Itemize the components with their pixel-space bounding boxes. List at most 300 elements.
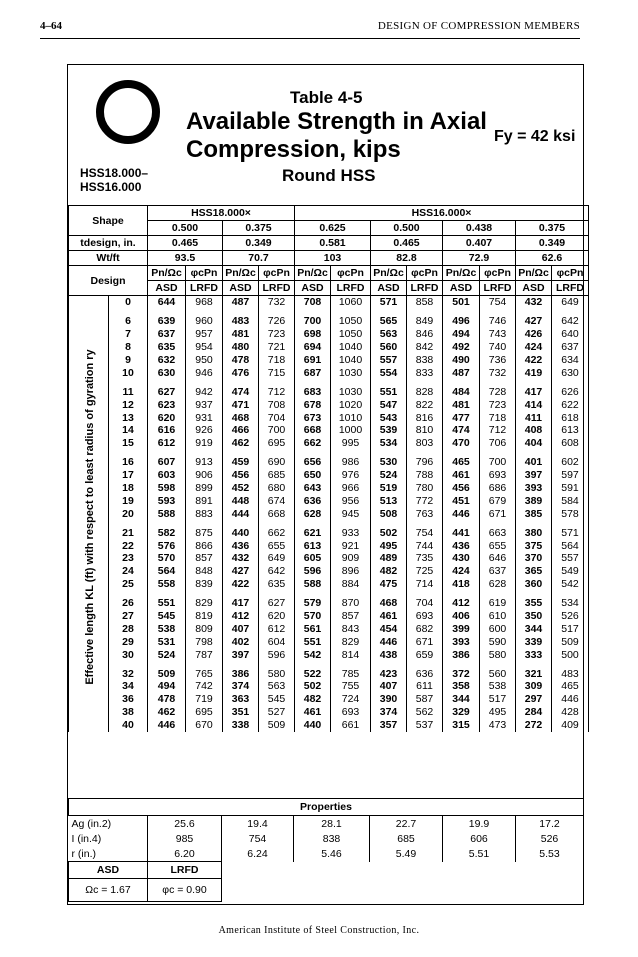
lrfd-value: 693 bbox=[331, 706, 371, 719]
kl-value: 23 bbox=[109, 552, 148, 565]
lrfd-value: 708 bbox=[259, 398, 295, 411]
lrfd-value: 755 bbox=[331, 680, 371, 693]
lrfd-value: 671 bbox=[407, 635, 443, 648]
asd-value: 438 bbox=[371, 648, 407, 661]
lrfd-value: 517 bbox=[552, 622, 589, 635]
asd-symbol-header: Pn/Ωc bbox=[371, 266, 407, 281]
asd-value: 427 bbox=[516, 309, 552, 328]
lrfd-value: 473 bbox=[480, 719, 516, 732]
lrfd-value: 527 bbox=[259, 706, 295, 719]
phi-factor: φc = 0.90 bbox=[148, 879, 222, 902]
asd-value: 461 bbox=[295, 706, 331, 719]
asd-value: 494 bbox=[148, 680, 186, 693]
asd-value: 632 bbox=[148, 354, 186, 367]
asd-value: 456 bbox=[443, 482, 480, 495]
lrfd-value: 630 bbox=[552, 366, 589, 379]
round-hss-icon bbox=[96, 80, 160, 144]
lrfd-value: 1040 bbox=[331, 354, 371, 367]
asd-value: 444 bbox=[223, 507, 259, 520]
lrfd-value: 636 bbox=[407, 661, 443, 680]
lrfd-value: 913 bbox=[186, 450, 223, 469]
lrfd-value: 587 bbox=[407, 693, 443, 706]
asd-header: ASD bbox=[223, 281, 259, 296]
shape-range-label bbox=[80, 166, 148, 194]
asd-value: 338 bbox=[223, 719, 259, 732]
asd-value: 399 bbox=[443, 622, 480, 635]
lrfd-value: 724 bbox=[331, 693, 371, 706]
shape-range-line2: HSS16.000 bbox=[80, 180, 142, 194]
asd-value: 570 bbox=[295, 610, 331, 623]
tdesign-cell: 0.349 bbox=[516, 236, 589, 251]
asd-value: 448 bbox=[223, 494, 259, 507]
table-row bbox=[69, 507, 589, 520]
asd-value: 386 bbox=[443, 648, 480, 661]
lrfd-value: 655 bbox=[480, 539, 516, 552]
kl-value: 30 bbox=[109, 648, 148, 661]
asd-value: 588 bbox=[148, 507, 186, 520]
lrfd-header: LRFD bbox=[186, 281, 223, 296]
lrfd-value: 693 bbox=[480, 469, 516, 482]
asd-value: 474 bbox=[443, 424, 480, 437]
table-row bbox=[69, 719, 589, 732]
property-label: r (in.) bbox=[69, 846, 148, 862]
lrfd-footer-header: LRFD bbox=[148, 862, 222, 879]
asd-value: 673 bbox=[295, 411, 331, 424]
asd-value: 418 bbox=[443, 578, 480, 591]
lrfd-value: 726 bbox=[259, 309, 295, 328]
asd-value: 524 bbox=[148, 648, 186, 661]
asd-value: 565 bbox=[371, 309, 407, 328]
lrfd-header: LRFD bbox=[407, 281, 443, 296]
lrfd-value: 509 bbox=[552, 635, 589, 648]
asd-value: 627 bbox=[148, 379, 186, 398]
asd-value: 560 bbox=[371, 341, 407, 354]
asd-value: 564 bbox=[148, 565, 186, 578]
asd-value: 390 bbox=[371, 693, 407, 706]
asd-value: 407 bbox=[371, 680, 407, 693]
lrfd-value: 560 bbox=[480, 661, 516, 680]
page-footer: American Institute of Steel Construction, Inc. bbox=[218, 925, 420, 936]
lrfd-value: 590 bbox=[480, 635, 516, 648]
kl-value: 6 bbox=[109, 309, 148, 328]
lrfd-value: 637 bbox=[552, 341, 589, 354]
asd-value: 424 bbox=[443, 565, 480, 578]
asd-value: 452 bbox=[223, 482, 259, 495]
lrfd-value: 719 bbox=[186, 693, 223, 706]
asd-value: 468 bbox=[371, 591, 407, 610]
asd-value: 522 bbox=[295, 661, 331, 680]
kl-value: 32 bbox=[109, 661, 148, 680]
lrfd-value: 600 bbox=[480, 622, 516, 635]
asd-value: 563 bbox=[371, 328, 407, 341]
lrfd-value: 562 bbox=[407, 706, 443, 719]
tdesign-cell: 0.465 bbox=[148, 236, 223, 251]
table-row bbox=[69, 296, 589, 309]
kl-value: 24 bbox=[109, 565, 148, 578]
table-row bbox=[69, 680, 589, 693]
lrfd-value: 942 bbox=[186, 379, 223, 398]
asd-value: 471 bbox=[223, 398, 259, 411]
lrfd-value: 995 bbox=[331, 437, 371, 450]
kl-value: 28 bbox=[109, 622, 148, 635]
property-value: 5.49 bbox=[370, 846, 443, 862]
lrfd-value: 833 bbox=[407, 366, 443, 379]
asd-value: 393 bbox=[516, 482, 552, 495]
asd-value: 350 bbox=[516, 610, 552, 623]
asd-value: 588 bbox=[295, 578, 331, 591]
asd-value: 662 bbox=[295, 437, 331, 450]
lrfd-symbol-header: φcPn bbox=[407, 266, 443, 281]
design-header: Design bbox=[69, 266, 148, 296]
lrfd-value: 986 bbox=[331, 450, 371, 469]
asd-symbol-header: Pn/Ωc bbox=[516, 266, 552, 281]
table-row bbox=[69, 379, 589, 398]
weight-cell: 103 bbox=[295, 251, 371, 266]
asd-value: 494 bbox=[443, 328, 480, 341]
asd-value: 422 bbox=[223, 578, 259, 591]
table-row bbox=[69, 398, 589, 411]
asd-value: 344 bbox=[516, 622, 552, 635]
table-row bbox=[69, 328, 589, 341]
asd-value: 363 bbox=[223, 693, 259, 706]
lrfd-value: 966 bbox=[331, 482, 371, 495]
asd-value: 351 bbox=[223, 706, 259, 719]
property-row bbox=[69, 816, 584, 832]
asd-value: 630 bbox=[148, 366, 186, 379]
lrfd-value: 549 bbox=[552, 565, 589, 578]
table-row bbox=[69, 591, 589, 610]
asd-value: 539 bbox=[371, 424, 407, 437]
lrfd-value: 509 bbox=[259, 719, 295, 732]
asd-value: 576 bbox=[148, 539, 186, 552]
asd-value: 668 bbox=[295, 424, 331, 437]
lrfd-value: 557 bbox=[552, 552, 589, 565]
lrfd-value: 810 bbox=[407, 424, 443, 437]
lrfd-value: 686 bbox=[480, 482, 516, 495]
kl-value: 38 bbox=[109, 706, 148, 719]
lrfd-value: 906 bbox=[186, 469, 223, 482]
asd-value: 613 bbox=[295, 539, 331, 552]
asd-value: 386 bbox=[223, 661, 259, 680]
asd-value: 358 bbox=[443, 680, 480, 693]
lrfd-value: 937 bbox=[186, 398, 223, 411]
asd-value: 502 bbox=[295, 680, 331, 693]
lrfd-value: 954 bbox=[186, 341, 223, 354]
property-value: 838 bbox=[294, 831, 370, 846]
asd-value: 484 bbox=[443, 379, 480, 398]
asd-value: 402 bbox=[223, 635, 259, 648]
lrfd-value: 612 bbox=[259, 622, 295, 635]
lrfd-symbol-header: φcPn bbox=[480, 266, 516, 281]
lrfd-symbol-header: φcPn bbox=[186, 266, 223, 281]
lrfd-value: 526 bbox=[552, 610, 589, 623]
lrfd-value: 950 bbox=[186, 354, 223, 367]
asd-value: 440 bbox=[295, 719, 331, 732]
tdesign-cell: 0.407 bbox=[443, 236, 516, 251]
table-row bbox=[69, 578, 589, 591]
property-value: 5.51 bbox=[443, 846, 516, 862]
asd-value: 436 bbox=[443, 539, 480, 552]
asd-value: 698 bbox=[295, 328, 331, 341]
kl-value: 19 bbox=[109, 494, 148, 507]
properties-table bbox=[68, 798, 584, 902]
kl-value: 8 bbox=[109, 341, 148, 354]
asd-value: 389 bbox=[516, 494, 552, 507]
thickness-cell: 0.625 bbox=[295, 221, 371, 236]
table-row bbox=[69, 424, 589, 437]
asd-value: 375 bbox=[516, 539, 552, 552]
asd-symbol-header: Pn/Ωc bbox=[443, 266, 480, 281]
thickness-cell: 0.500 bbox=[148, 221, 223, 236]
lrfd-value: 564 bbox=[552, 539, 589, 552]
asd-value: 551 bbox=[371, 379, 407, 398]
asd-value: 480 bbox=[223, 341, 259, 354]
lrfd-value: 637 bbox=[480, 565, 516, 578]
property-value: 22.7 bbox=[370, 816, 443, 832]
asd-value: 542 bbox=[295, 648, 331, 661]
lrfd-value: 848 bbox=[186, 565, 223, 578]
lrfd-value: 542 bbox=[552, 578, 589, 591]
lrfd-value: 670 bbox=[186, 719, 223, 732]
table-subtitle: Round HSS bbox=[282, 166, 376, 185]
kl-value: 29 bbox=[109, 635, 148, 648]
table-row bbox=[69, 520, 589, 539]
lrfd-value: 659 bbox=[407, 648, 443, 661]
kl-value: 21 bbox=[109, 520, 148, 539]
lrfd-value: 742 bbox=[186, 680, 223, 693]
lrfd-value: 829 bbox=[331, 635, 371, 648]
lrfd-value: 1040 bbox=[331, 341, 371, 354]
asd-value: 329 bbox=[443, 706, 480, 719]
asd-value: 490 bbox=[443, 354, 480, 367]
lrfd-header: LRFD bbox=[480, 281, 516, 296]
asd-value: 459 bbox=[223, 450, 259, 469]
asd-value: 531 bbox=[148, 635, 186, 648]
lrfd-symbol-header: φcPn bbox=[552, 266, 589, 281]
asd-value: 483 bbox=[223, 309, 259, 328]
asd-value: 446 bbox=[443, 507, 480, 520]
table-row bbox=[69, 341, 589, 354]
lrfd-value: 746 bbox=[480, 309, 516, 328]
lrfd-value: 538 bbox=[480, 680, 516, 693]
tdesign-cell: 0.465 bbox=[371, 236, 443, 251]
lrfd-value: 611 bbox=[407, 680, 443, 693]
wtft-header: Wt/ft bbox=[69, 251, 148, 266]
asd-value: 461 bbox=[443, 469, 480, 482]
asd-value: 344 bbox=[443, 693, 480, 706]
table-row bbox=[69, 482, 589, 495]
asd-value: 357 bbox=[371, 719, 407, 732]
lrfd-value: 634 bbox=[552, 354, 589, 367]
asd-value: 315 bbox=[443, 719, 480, 732]
lrfd-value: 602 bbox=[552, 450, 589, 469]
tdesign-cell: 0.349 bbox=[223, 236, 295, 251]
lrfd-value: 446 bbox=[552, 693, 589, 706]
asd-value: 468 bbox=[223, 411, 259, 424]
asd-value: 700 bbox=[295, 309, 331, 328]
lrfd-value: 788 bbox=[407, 469, 443, 482]
lrfd-value: 712 bbox=[480, 424, 516, 437]
thickness-cell: 0.375 bbox=[223, 221, 295, 236]
asd-value: 372 bbox=[443, 661, 480, 680]
lrfd-value: 956 bbox=[331, 494, 371, 507]
lrfd-value: 819 bbox=[186, 610, 223, 623]
asd-value: 374 bbox=[371, 706, 407, 719]
asd-value: 461 bbox=[371, 610, 407, 623]
kl-axis-label: Effective length KL (ft) with respect to least radius of gyration ry bbox=[84, 349, 96, 685]
lrfd-value: 618 bbox=[552, 411, 589, 424]
lrfd-value: 763 bbox=[407, 507, 443, 520]
asd-value: 519 bbox=[371, 482, 407, 495]
asd-value: 474 bbox=[223, 379, 259, 398]
lrfd-value: 1030 bbox=[331, 366, 371, 379]
lrfd-value: 842 bbox=[407, 341, 443, 354]
lrfd-value: 1030 bbox=[331, 379, 371, 398]
asd-value: 582 bbox=[148, 520, 186, 539]
property-value: 754 bbox=[222, 831, 294, 846]
tdesign-cell: 0.581 bbox=[295, 236, 371, 251]
kl-value: 15 bbox=[109, 437, 148, 450]
asd-value: 571 bbox=[371, 296, 407, 309]
lrfd-symbol-header: φcPn bbox=[259, 266, 295, 281]
asd-value: 636 bbox=[295, 494, 331, 507]
lrfd-value: 706 bbox=[480, 437, 516, 450]
lrfd-value: 704 bbox=[259, 411, 295, 424]
property-value: 28.1 bbox=[294, 816, 370, 832]
asd-value: 430 bbox=[443, 552, 480, 565]
lrfd-value: 744 bbox=[407, 539, 443, 552]
property-value: 17.2 bbox=[516, 816, 584, 832]
asd-value: 487 bbox=[443, 366, 480, 379]
lrfd-value: 921 bbox=[331, 539, 371, 552]
asd-value: 451 bbox=[443, 494, 480, 507]
asd-value: 441 bbox=[443, 520, 480, 539]
lrfd-value: 976 bbox=[331, 469, 371, 482]
asd-value: 513 bbox=[371, 494, 407, 507]
kl-value: 13 bbox=[109, 411, 148, 424]
lrfd-value: 680 bbox=[259, 482, 295, 495]
lrfd-value: 933 bbox=[331, 520, 371, 539]
asd-value: 557 bbox=[371, 354, 407, 367]
lrfd-value: 857 bbox=[186, 552, 223, 565]
table-row bbox=[69, 469, 589, 482]
asd-value: 495 bbox=[371, 539, 407, 552]
lrfd-value: 829 bbox=[186, 591, 223, 610]
property-value: 6.24 bbox=[222, 846, 294, 862]
asd-value: 456 bbox=[223, 469, 259, 482]
asd-value: 436 bbox=[223, 539, 259, 552]
lrfd-value: 785 bbox=[331, 661, 371, 680]
asd-header: ASD bbox=[295, 281, 331, 296]
lrfd-value: 754 bbox=[480, 296, 516, 309]
asd-value: 678 bbox=[295, 398, 331, 411]
kl-value: 7 bbox=[109, 328, 148, 341]
table-row bbox=[69, 706, 589, 719]
kl-axis-cell bbox=[69, 296, 109, 309]
lrfd-value: 465 bbox=[552, 680, 589, 693]
kl-value: 14 bbox=[109, 424, 148, 437]
lrfd-value: 642 bbox=[552, 309, 589, 328]
asd-value: 454 bbox=[371, 622, 407, 635]
asd-value: 524 bbox=[371, 469, 407, 482]
asd-value: 339 bbox=[516, 635, 552, 648]
asd-value: 545 bbox=[148, 610, 186, 623]
lrfd-value: 695 bbox=[186, 706, 223, 719]
asd-value: 478 bbox=[223, 354, 259, 367]
weight-cell: 72.9 bbox=[443, 251, 516, 266]
lrfd-value: 1060 bbox=[331, 296, 371, 309]
asd-value: 284 bbox=[516, 706, 552, 719]
lrfd-value: 596 bbox=[259, 648, 295, 661]
lrfd-value: 822 bbox=[407, 398, 443, 411]
asd-value: 543 bbox=[371, 411, 407, 424]
table-row bbox=[69, 565, 589, 578]
asd-value: 509 bbox=[148, 661, 186, 680]
lrfd-header: LRFD bbox=[259, 281, 295, 296]
asd-value: 650 bbox=[295, 469, 331, 482]
property-value: 25.6 bbox=[148, 816, 222, 832]
asd-value: 412 bbox=[443, 591, 480, 610]
table-row bbox=[69, 622, 589, 635]
asd-value: 476 bbox=[223, 366, 259, 379]
lrfd-value: 580 bbox=[480, 648, 516, 661]
asd-symbol-header: Pn/Ωc bbox=[223, 266, 259, 281]
page-number: 4–64 bbox=[40, 20, 62, 32]
property-value: 5.46 bbox=[294, 846, 370, 862]
asd-value: 621 bbox=[295, 520, 331, 539]
lrfd-value: 870 bbox=[331, 591, 371, 610]
lrfd-value: 642 bbox=[259, 565, 295, 578]
thickness-cell: 0.500 bbox=[371, 221, 443, 236]
table-row bbox=[69, 552, 589, 565]
asd-value: 406 bbox=[443, 610, 480, 623]
asd-value: 446 bbox=[371, 635, 407, 648]
table-row bbox=[69, 309, 589, 328]
lrfd-value: 960 bbox=[186, 309, 223, 328]
table-row bbox=[69, 494, 589, 507]
lrfd-value: 780 bbox=[407, 482, 443, 495]
lrfd-value: 626 bbox=[552, 379, 589, 398]
kl-value: 9 bbox=[109, 354, 148, 367]
asd-value: 417 bbox=[516, 379, 552, 398]
asd-value: 487 bbox=[223, 296, 259, 309]
asd-symbol-header: Pn/Ωc bbox=[148, 266, 186, 281]
asd-value: 374 bbox=[223, 680, 259, 693]
omega-factor: Ωc = 1.67 bbox=[69, 879, 148, 902]
lrfd-value: 663 bbox=[480, 520, 516, 539]
property-row bbox=[69, 846, 584, 862]
lrfd-value: 537 bbox=[407, 719, 443, 732]
lrfd-value: 661 bbox=[331, 719, 371, 732]
table-row bbox=[69, 366, 589, 379]
property-row bbox=[69, 831, 584, 846]
asd-value: 508 bbox=[371, 507, 407, 520]
asd-value: 427 bbox=[223, 565, 259, 578]
lrfd-value: 640 bbox=[552, 328, 589, 341]
asd-value: 419 bbox=[516, 366, 552, 379]
group-hss18: HSS18.000× bbox=[148, 206, 295, 221]
lrfd-value: 838 bbox=[407, 354, 443, 367]
table-row bbox=[69, 648, 589, 661]
kl-axis-label-wrap bbox=[70, 322, 110, 712]
lrfd-value: 891 bbox=[186, 494, 223, 507]
table-row bbox=[69, 411, 589, 424]
properties-title: Properties bbox=[69, 799, 584, 816]
asd-value: 370 bbox=[516, 552, 552, 565]
asd-value: 605 bbox=[295, 552, 331, 565]
asd-value: 607 bbox=[148, 450, 186, 469]
asd-value: 501 bbox=[443, 296, 480, 309]
